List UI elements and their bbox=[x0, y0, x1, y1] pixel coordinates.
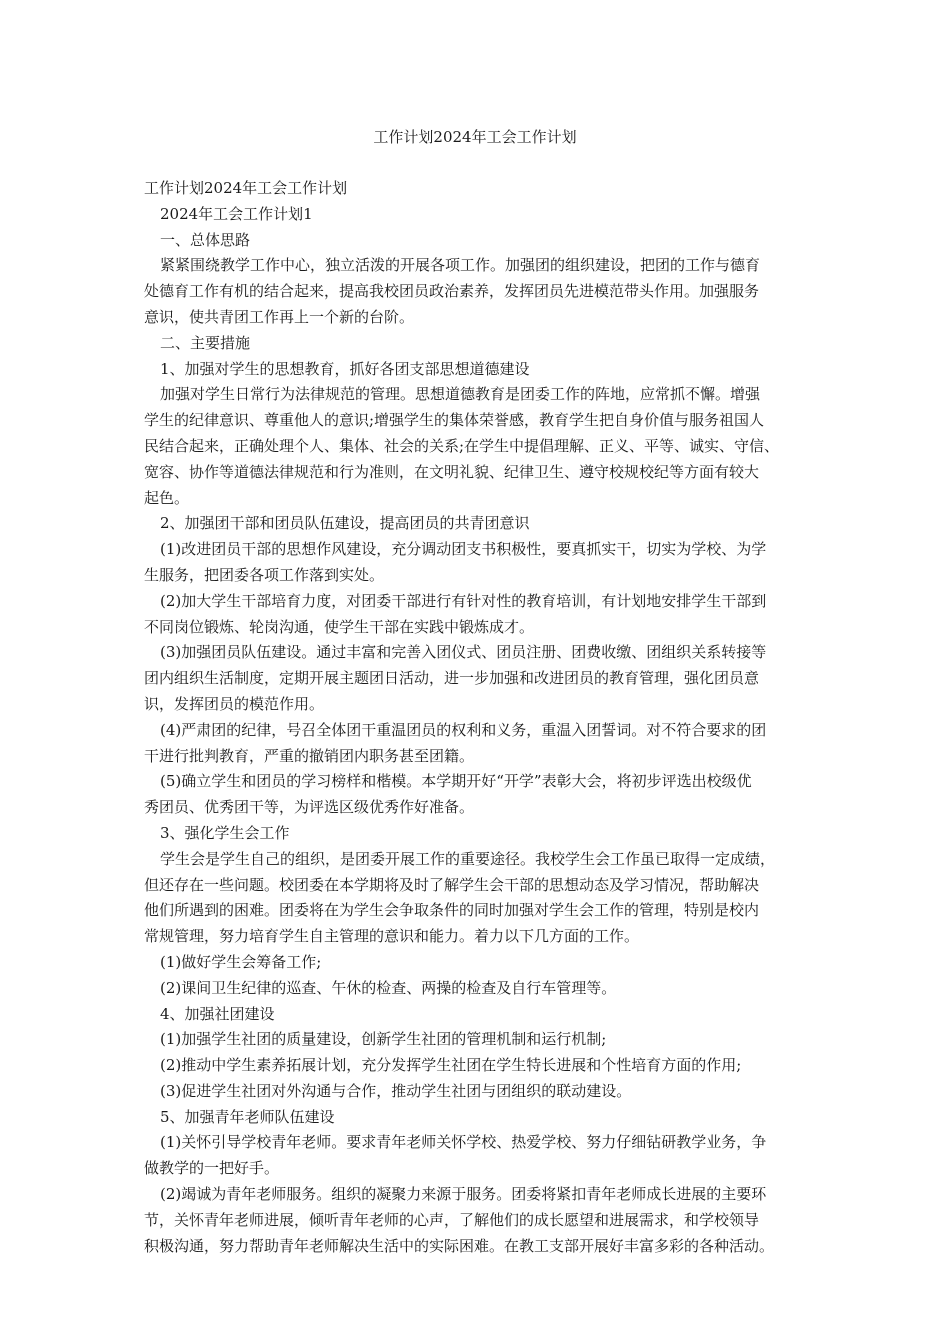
text-line: 宽容、协作等道德法律规范和行为准则，在文明礼貌、纪律卫生、遵守校规校纪等方面有较大 bbox=[144, 462, 760, 481]
text-line: 生服务，把团委各项工作落到实处。 bbox=[144, 565, 385, 584]
text-line: 2、加强团干部和团员队伍建设，提高团员的共青团意识 bbox=[160, 514, 530, 533]
text-line: (4)严肃团的纪律，号召全体团干重温团员的权利和义务，重温入团誓词。对不符合要求的团 bbox=[160, 720, 767, 739]
text-line: (2)课间卫生纪律的巡查、午休的检查、两操的检查及自行车管理等。 bbox=[160, 978, 617, 997]
document-title: 工作计划2024年工会工作计划 bbox=[373, 128, 577, 146]
text-line: (3)加强团员队伍建设。通过丰富和完善入团仪式、团员注册、团费收缴、团组织关系转接等 bbox=[160, 643, 767, 662]
text-line: 积极沟通，努力帮助青年老师解决生活中的实际困难。在教工支部开展好丰富多彩的各种活动。 bbox=[144, 1236, 775, 1255]
text-line: (2)竭诚为青年老师服务。组织的凝聚力来源于服务。团委将紧扣青年老师成长进展的主要环 bbox=[160, 1185, 767, 1204]
text-line: 民结合起来，正确处理个人、集体、社会的关系;在学生中提倡理解、正义、平等、诚实、守信、 bbox=[144, 436, 780, 455]
text-line: 识，发挥团员的模范作用。 bbox=[144, 694, 325, 713]
text-line: 但还存在一些问题。校团委在本学期将及时了解学生会干部的思想动态及学习情况，帮助解决 bbox=[144, 875, 760, 894]
text-line: 不同岗位锻炼、轮岗沟通，使学生干部在实践中锻炼成才。 bbox=[144, 617, 535, 636]
text-line: (5)确立学生和团员的学习榜样和楷模。本学期开好“开学”表彰大会，将初步评选出校级优 bbox=[160, 772, 752, 791]
text-line: (3)促进学生社团对外沟通与合作，推动学生社团与团组织的联动建设。 bbox=[160, 1081, 632, 1100]
text-line: 加强对学生日常行为法律规范的管理。思想道德教育是团委工作的阵地，应常抓不懈。增强 bbox=[160, 385, 761, 404]
text-line: 做教学的一把好手。 bbox=[144, 1159, 280, 1178]
text-line: 1、加强对学生的思想教育，抓好各团支部思想道德建设 bbox=[160, 359, 530, 378]
text-line: 干进行批判教育，严重的撤销团内职务甚至团籍。 bbox=[144, 746, 475, 765]
text-line: 紧紧围绕教学工作中心，独立活泼的开展各项工作。加强团的组织建设，把团的工作与德育 bbox=[160, 256, 761, 275]
text-line: 节，关怀青年老师进展，倾听青年老师的心声，了解他们的成长愿望和进展需求，和学校领导 bbox=[144, 1210, 760, 1229]
text-line: 一、总体思路 bbox=[160, 230, 251, 249]
text-line: (1)改进团员干部的思想作风建设，充分调动团支书积极性，要真抓实干，切实为学校、为学 bbox=[160, 540, 767, 559]
text-line: 学生会是学生自己的组织，是团委开展工作的重要途径。我校学生会工作虽已取得一定成绩， bbox=[160, 849, 776, 868]
text-line: 5、加强青年老师队伍建设 bbox=[160, 1107, 335, 1126]
text-line: 他们所遇到的困难。团委将在为学生会争取条件的同时加强对学生会工作的管理，特别是校内 bbox=[144, 901, 760, 920]
document-body bbox=[144, 176, 824, 1259]
text-line: 工作计划2024年工会工作计划 bbox=[144, 179, 348, 197]
text-line: (1)做好学生会筹备工作; bbox=[160, 952, 322, 971]
text-line: 2024年工会工作计划1 bbox=[160, 204, 313, 223]
text-line: (2)推动中学生素养拓展计划，充分发挥学生社团在学生特长进展和个性培育方面的作用; bbox=[160, 1056, 742, 1075]
text-line: (1)加强学生社团的质量建设，创新学生社团的管理机制和运行机制; bbox=[160, 1030, 607, 1049]
text-line: 团内组织生活制度，定期开展主题团日活动，进一步加强和改进团员的教育管理，强化团员意 bbox=[144, 669, 760, 688]
text-line: 二、主要措施 bbox=[160, 333, 251, 352]
text-line: 学生的纪律意识、尊重他人的意识;增强学生的集体荣誉感，教育学生把自身价值与服务祖国人 bbox=[144, 411, 765, 430]
text-line: 意识，使共青团工作再上一个新的台阶。 bbox=[144, 307, 415, 326]
text-line: 处德育工作有机的结合起来，提高我校团员政治素养，发挥团员先进模范带头作用。加强服务 bbox=[144, 282, 760, 301]
text-line: (2)加大学生干部培育力度，对团委干部进行有针对性的教育培训，有计划地安排学生干部到 bbox=[160, 591, 767, 610]
text-line: 3、强化学生会工作 bbox=[160, 823, 290, 842]
text-line: 起色。 bbox=[144, 488, 190, 507]
text-line: 秀团员、优秀团干等，为评选区级优秀作好准备。 bbox=[144, 798, 475, 817]
text-line: 常规管理，努力培育学生自主管理的意识和能力。着力以下几方面的工作。 bbox=[144, 927, 640, 946]
text-line: 4、加强社团建设 bbox=[160, 1004, 275, 1023]
text-line: (1)关怀引导学校青年老师。要求青年老师关怀学校、热爱学校、努力仔细钻研教学业务，争 bbox=[160, 1133, 767, 1152]
